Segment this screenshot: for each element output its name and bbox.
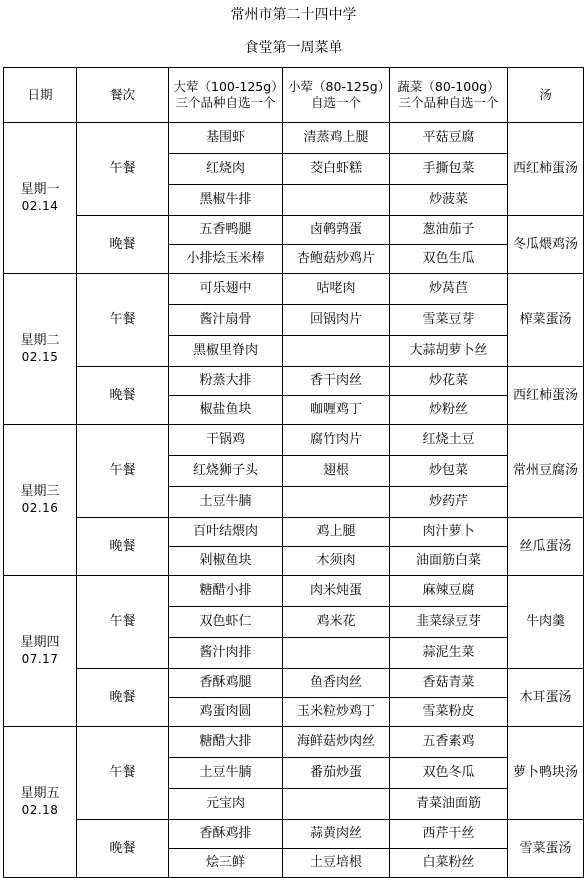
big-meat-dish: 糖醋小排 [169,576,283,607]
small-meat-dish: 香干肉丝 [283,367,390,396]
table-row [4,727,584,758]
big-meat-dish: 剁椒鱼块 [169,547,283,576]
vegetable-dish: 大蒜胡萝卜丝 [390,336,508,367]
vegetable-dish: 手撕包菜 [390,154,508,185]
soup-dish: 牛肉羹 [508,576,584,669]
day-date: 02.14 [21,199,59,213]
small-meat-dish: 肉米炖蛋 [283,576,390,607]
small-meat-dish [283,487,390,518]
menu-table [3,67,584,878]
table-row [4,367,584,396]
big-meat-dish: 百叶结煨肉 [169,518,283,547]
small-meat-dish: 翅根 [283,456,390,487]
header-small-meat: 小荤（80-125g）自选一个 [283,68,390,123]
small-meat-dish: 鱼香肉丝 [283,669,390,698]
menu-title: 食堂第一周菜单 [244,40,343,56]
big-meat-dish: 双色虾仁 [169,607,283,638]
school-title: 常州市第二十四中学 [230,7,357,23]
vegetable-dish: 炒菠菜 [390,185,508,216]
big-meat-dish: 红烧肉 [169,154,283,185]
meal-label: 午餐 [77,123,169,216]
vegetable-dish: 香菇青菜 [390,669,508,698]
small-meat-dish [283,185,390,216]
meal-label: 晚餐 [77,367,169,425]
big-meat-dish: 五香鸭腿 [169,216,283,245]
meal-label: 晚餐 [77,820,169,878]
big-meat-dish: 元宝肉 [169,789,283,820]
big-meat-dish: 香酥鸡排 [169,820,283,849]
header-date: 日期 [4,68,77,123]
vegetable-dish: 葱油茄子 [390,216,508,245]
small-meat-dish: 海鲜菇炒肉丝 [283,727,390,758]
vegetable-dish: 蒜泥生菜 [390,638,508,669]
small-meat-dish: 鸡上腿 [283,518,390,547]
day-cell [4,425,77,576]
vegetable-dish: 青菜油面筋 [390,789,508,820]
vegetable-dish: 炒药芹 [390,487,508,518]
table-row [4,216,584,245]
vegetable-dish: 双色冬瓜 [390,758,508,789]
big-meat-dish: 酱汁扇骨 [169,305,283,336]
day-name: 星期一 [20,182,60,197]
vegetable-dish: 韭菜绿豆芽 [390,607,508,638]
soup-dish: 常州豆腐汤 [508,425,584,518]
table-row [4,669,584,698]
soup-dish: 冬瓜煨鸡汤 [508,216,584,274]
vegetable-dish: 炒莴苣 [390,274,508,305]
vegetable-dish: 麻辣豆腐 [390,576,508,607]
vegetable-dish: 雪菜粉皮 [390,698,508,727]
big-meat-dish: 土豆牛腩 [169,487,283,518]
big-meat-dish: 椒盐鱼块 [169,396,283,425]
vegetable-dish: 双色生瓜 [390,245,508,274]
big-meat-dish: 黑椒牛排 [169,185,283,216]
header-vegetable: 蔬菜（80-100g）三个品种自选一个 [390,68,508,123]
vegetable-dish: 西芹干丝 [390,820,508,849]
soup-dish: 雪菜蛋汤 [508,820,584,878]
big-meat-dish: 黑椒里脊肉 [169,336,283,367]
vegetable-dish: 炒包菜 [390,456,508,487]
small-meat-dish: 腐竹肉片 [283,425,390,456]
big-meat-dish: 基围虾 [169,123,283,154]
header-meal: 餐次 [77,68,169,123]
small-meat-dish: 咕咾肉 [283,274,390,305]
day-name: 星期三 [20,484,60,499]
vegetable-dish: 白菜粉丝 [390,849,508,878]
meal-label: 晚餐 [77,669,169,727]
header-soup: 汤 [508,68,584,123]
day-date: 07.17 [21,652,59,666]
soup-dish: 榨菜蛋汤 [508,274,584,367]
meal-label: 午餐 [77,425,169,518]
big-meat-dish: 粉蒸大排 [169,367,283,396]
big-meat-dish: 干锅鸡 [169,425,283,456]
table-row [4,820,584,849]
meal-label: 午餐 [77,727,169,820]
soup-dish: 西红柿蛋汤 [508,367,584,425]
small-meat-dish: 清蒸鸡上腿 [283,123,390,154]
vegetable-dish: 雪菜豆芽 [390,305,508,336]
small-meat-dish: 木须肉 [283,547,390,576]
small-meat-dish: 茭白虾糕 [283,154,390,185]
vegetable-dish: 红烧土豆 [390,425,508,456]
meal-label: 晚餐 [77,518,169,576]
table-row [4,576,584,607]
small-meat-dish: 鸡米花 [283,607,390,638]
big-meat-dish: 土豆牛腩 [169,758,283,789]
day-date: 02.15 [21,350,59,364]
small-meat-dish: 玉米粒炒鸡丁 [283,698,390,727]
meal-label: 晚餐 [77,216,169,274]
table-row [4,425,584,456]
small-meat-dish [283,789,390,820]
big-meat-dish: 鸡蛋肉圆 [169,698,283,727]
table-row [4,123,584,154]
vegetable-dish: 油面筋白菜 [390,547,508,576]
small-meat-dish: 杏鲍菇炒鸡片 [283,245,390,274]
vegetable-dish: 炒粉丝 [390,396,508,425]
soup-dish: 木耳蛋汤 [508,669,584,727]
day-date: 02.16 [21,501,59,515]
small-meat-dish [283,336,390,367]
vegetable-dish: 五香素鸡 [390,727,508,758]
vegetable-dish: 肉汁萝卜 [390,518,508,547]
big-meat-dish: 香酥鸡腿 [169,669,283,698]
day-cell [4,576,77,727]
small-meat-dish: 蒜黄肉丝 [283,820,390,849]
day-cell [4,274,77,425]
meal-label: 午餐 [77,274,169,367]
day-date: 02.18 [21,803,59,817]
big-meat-dish: 烩三鲜 [169,849,283,878]
soup-dish: 丝瓜蛋汤 [508,518,584,576]
small-meat-dish: 土豆培根 [283,849,390,878]
small-meat-dish: 回锅肉片 [283,305,390,336]
header-big-meat: 大荤（100-125g）三个品种自选一个 [169,68,283,123]
small-meat-dish: 卤鹌鹑蛋 [283,216,390,245]
day-name: 星期五 [20,786,60,801]
day-name: 星期二 [20,333,60,348]
soup-dish: 萝卜鸭块汤 [508,727,584,820]
table-row [4,518,584,547]
big-meat-dish: 小排烩玉米棒 [169,245,283,274]
small-meat-dish: 咖喱鸡丁 [283,396,390,425]
vegetable-dish: 平菇豆腐 [390,123,508,154]
big-meat-dish: 红烧狮子头 [169,456,283,487]
meal-label: 午餐 [77,576,169,669]
small-meat-dish [283,638,390,669]
soup-dish: 西红柿蛋汤 [508,123,584,216]
vegetable-dish: 炒花菜 [390,367,508,396]
small-meat-dish: 番茄炒蛋 [283,758,390,789]
day-name: 星期四 [20,635,60,650]
day-cell [4,727,77,878]
day-cell [4,123,77,274]
big-meat-dish: 酱汁肉排 [169,638,283,669]
big-meat-dish: 糖醋大排 [169,727,283,758]
big-meat-dish: 可乐翅中 [169,274,283,305]
table-row [4,274,584,305]
